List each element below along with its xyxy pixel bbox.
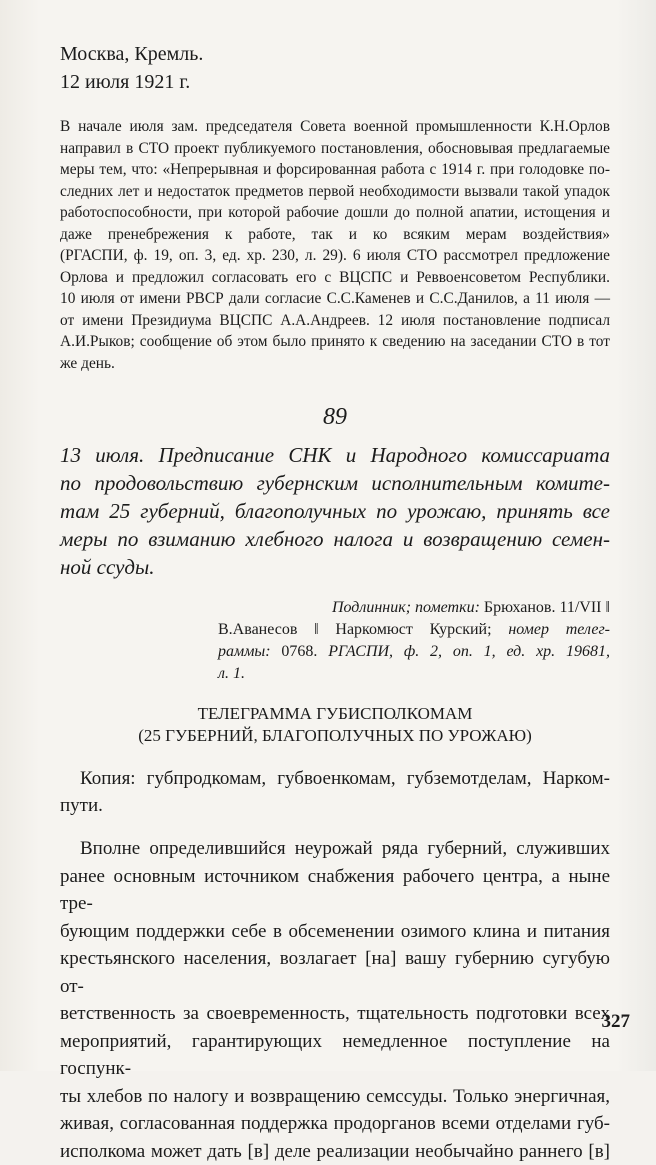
body-line: живая, согласованная поддержка продорганов всеми отделами губ- xyxy=(60,1110,610,1138)
date-line: 12 июля 1921 г. xyxy=(60,68,610,96)
body-line: ты хлебов по налогу и возвращению семссуды. Только энергичная, xyxy=(60,1083,610,1111)
source-archive2: л. 1. xyxy=(218,665,245,682)
telegram-subheading: (25 ГУБЕРНИЙ, БЛАГОПОЛУЧНЫХ ПО УРОЖАЮ) xyxy=(60,725,610,747)
intro-line: направил в СТО проект публикуемого постановления, обосновывая предлагаемые xyxy=(60,138,610,160)
title-line: меры по взиманию хлебного налога и возвращению семен- xyxy=(60,525,610,553)
title-line: по продовольствию губернским исполнительным комите- xyxy=(60,469,610,497)
source-text1: Брюханов. 11/VII ‖ xyxy=(484,599,610,616)
title-line: там 25 губерний, благополучных по урожаю, принять все xyxy=(60,497,610,525)
intro-line: даже пренебрежения к работе, так и ко всяким мерам воздействия» xyxy=(60,224,610,246)
intro-paragraph xyxy=(60,116,610,374)
intro-line: 10 июля от имени РВСР дали согласие С.С.Каменев и С.С.Данилов, а 11 июля — xyxy=(60,288,610,310)
place-line: Москва, Кремль. xyxy=(60,40,610,68)
telegram-heading: ТЕЛЕГРАММА ГУБИСПОЛКОМАМ xyxy=(60,703,610,725)
body-line: исполкома может дать [в] деле реализации необычайно раннего [в] xyxy=(60,1138,610,1165)
source-label-number: номер телег- xyxy=(508,621,610,638)
intro-line: работоспособности, при которой рабочие дошли до полной апатии, истощения и xyxy=(60,202,610,224)
source-text3: 0768. xyxy=(281,643,317,660)
title-line: ной ссуды. xyxy=(60,553,610,581)
body-line: мероприятий, гарантирующих немедленное поступление на госпунк- xyxy=(60,1028,610,1083)
body-line: крестьянского населения, возлагает [на] вашу губернию сугубую от- xyxy=(60,945,610,1000)
document-title xyxy=(60,441,610,581)
title-line: 13 июля. Предписание СНК и Народного комиссариата xyxy=(60,441,610,469)
intro-line: же день. xyxy=(60,353,610,375)
copy-line: Копия: губпродкомам, губвоенкомам, губземотделам, Нарком- xyxy=(60,765,610,792)
source-label-number2: раммы: xyxy=(218,643,271,660)
intro-line: от имени Президиума ВЦСПС А.А.Андреев. 12 июля постановление подписал xyxy=(60,310,610,332)
source-label-original: Подлинник; пометки: xyxy=(332,599,480,616)
intro-line: следних лет и недостаток предметов первой необходимости вызвали такой упадок xyxy=(60,181,610,203)
body-line: ранее основным источником снабжения рабочего центра, а ныне тре- xyxy=(60,863,610,918)
intro-line: Орлова и предложил согласовать его с ВЦСПС и Реввоенсоветом Республики. xyxy=(60,267,610,289)
source-archive: РГАСПИ, ф. 2, оп. 1, ед. хр. 19681, xyxy=(328,643,610,660)
page-content xyxy=(60,40,610,1165)
body-line: ветственность за своевременность, тщательность подготовки всех xyxy=(60,1000,610,1028)
intro-line: меры тем, что: «Непрерывная и форсированная работа с 1914 г. при голодовке по- xyxy=(60,159,610,181)
intro-line: (РГАСПИ, ф. 19, оп. 3, ед. хр. 230, л. 29). 6 июля СТО рассмотрел предложение xyxy=(60,245,610,267)
copy-line: пути. xyxy=(60,792,610,819)
source-note xyxy=(218,597,610,685)
telegram-body xyxy=(60,835,610,1165)
document-number: 89 xyxy=(60,404,610,431)
intro-line: В начале июля зам. председателя Совета военной промышленности К.Н.Орлов xyxy=(60,116,610,138)
copy-recipients xyxy=(60,765,610,819)
intro-line: А.И.Рыков; сообщение об этом было принято к сведению на заседании СТО в тот xyxy=(60,331,610,353)
source-text2: В.Аванесов ‖ Наркомюст Курский; xyxy=(218,621,492,638)
body-line: бующим поддержки себе в обсеменении озимого клина и питания xyxy=(60,918,610,946)
page-number: 327 xyxy=(602,1011,631,1033)
body-line: Вполне определившийся неурожай ряда губерний, служивших xyxy=(60,835,610,863)
